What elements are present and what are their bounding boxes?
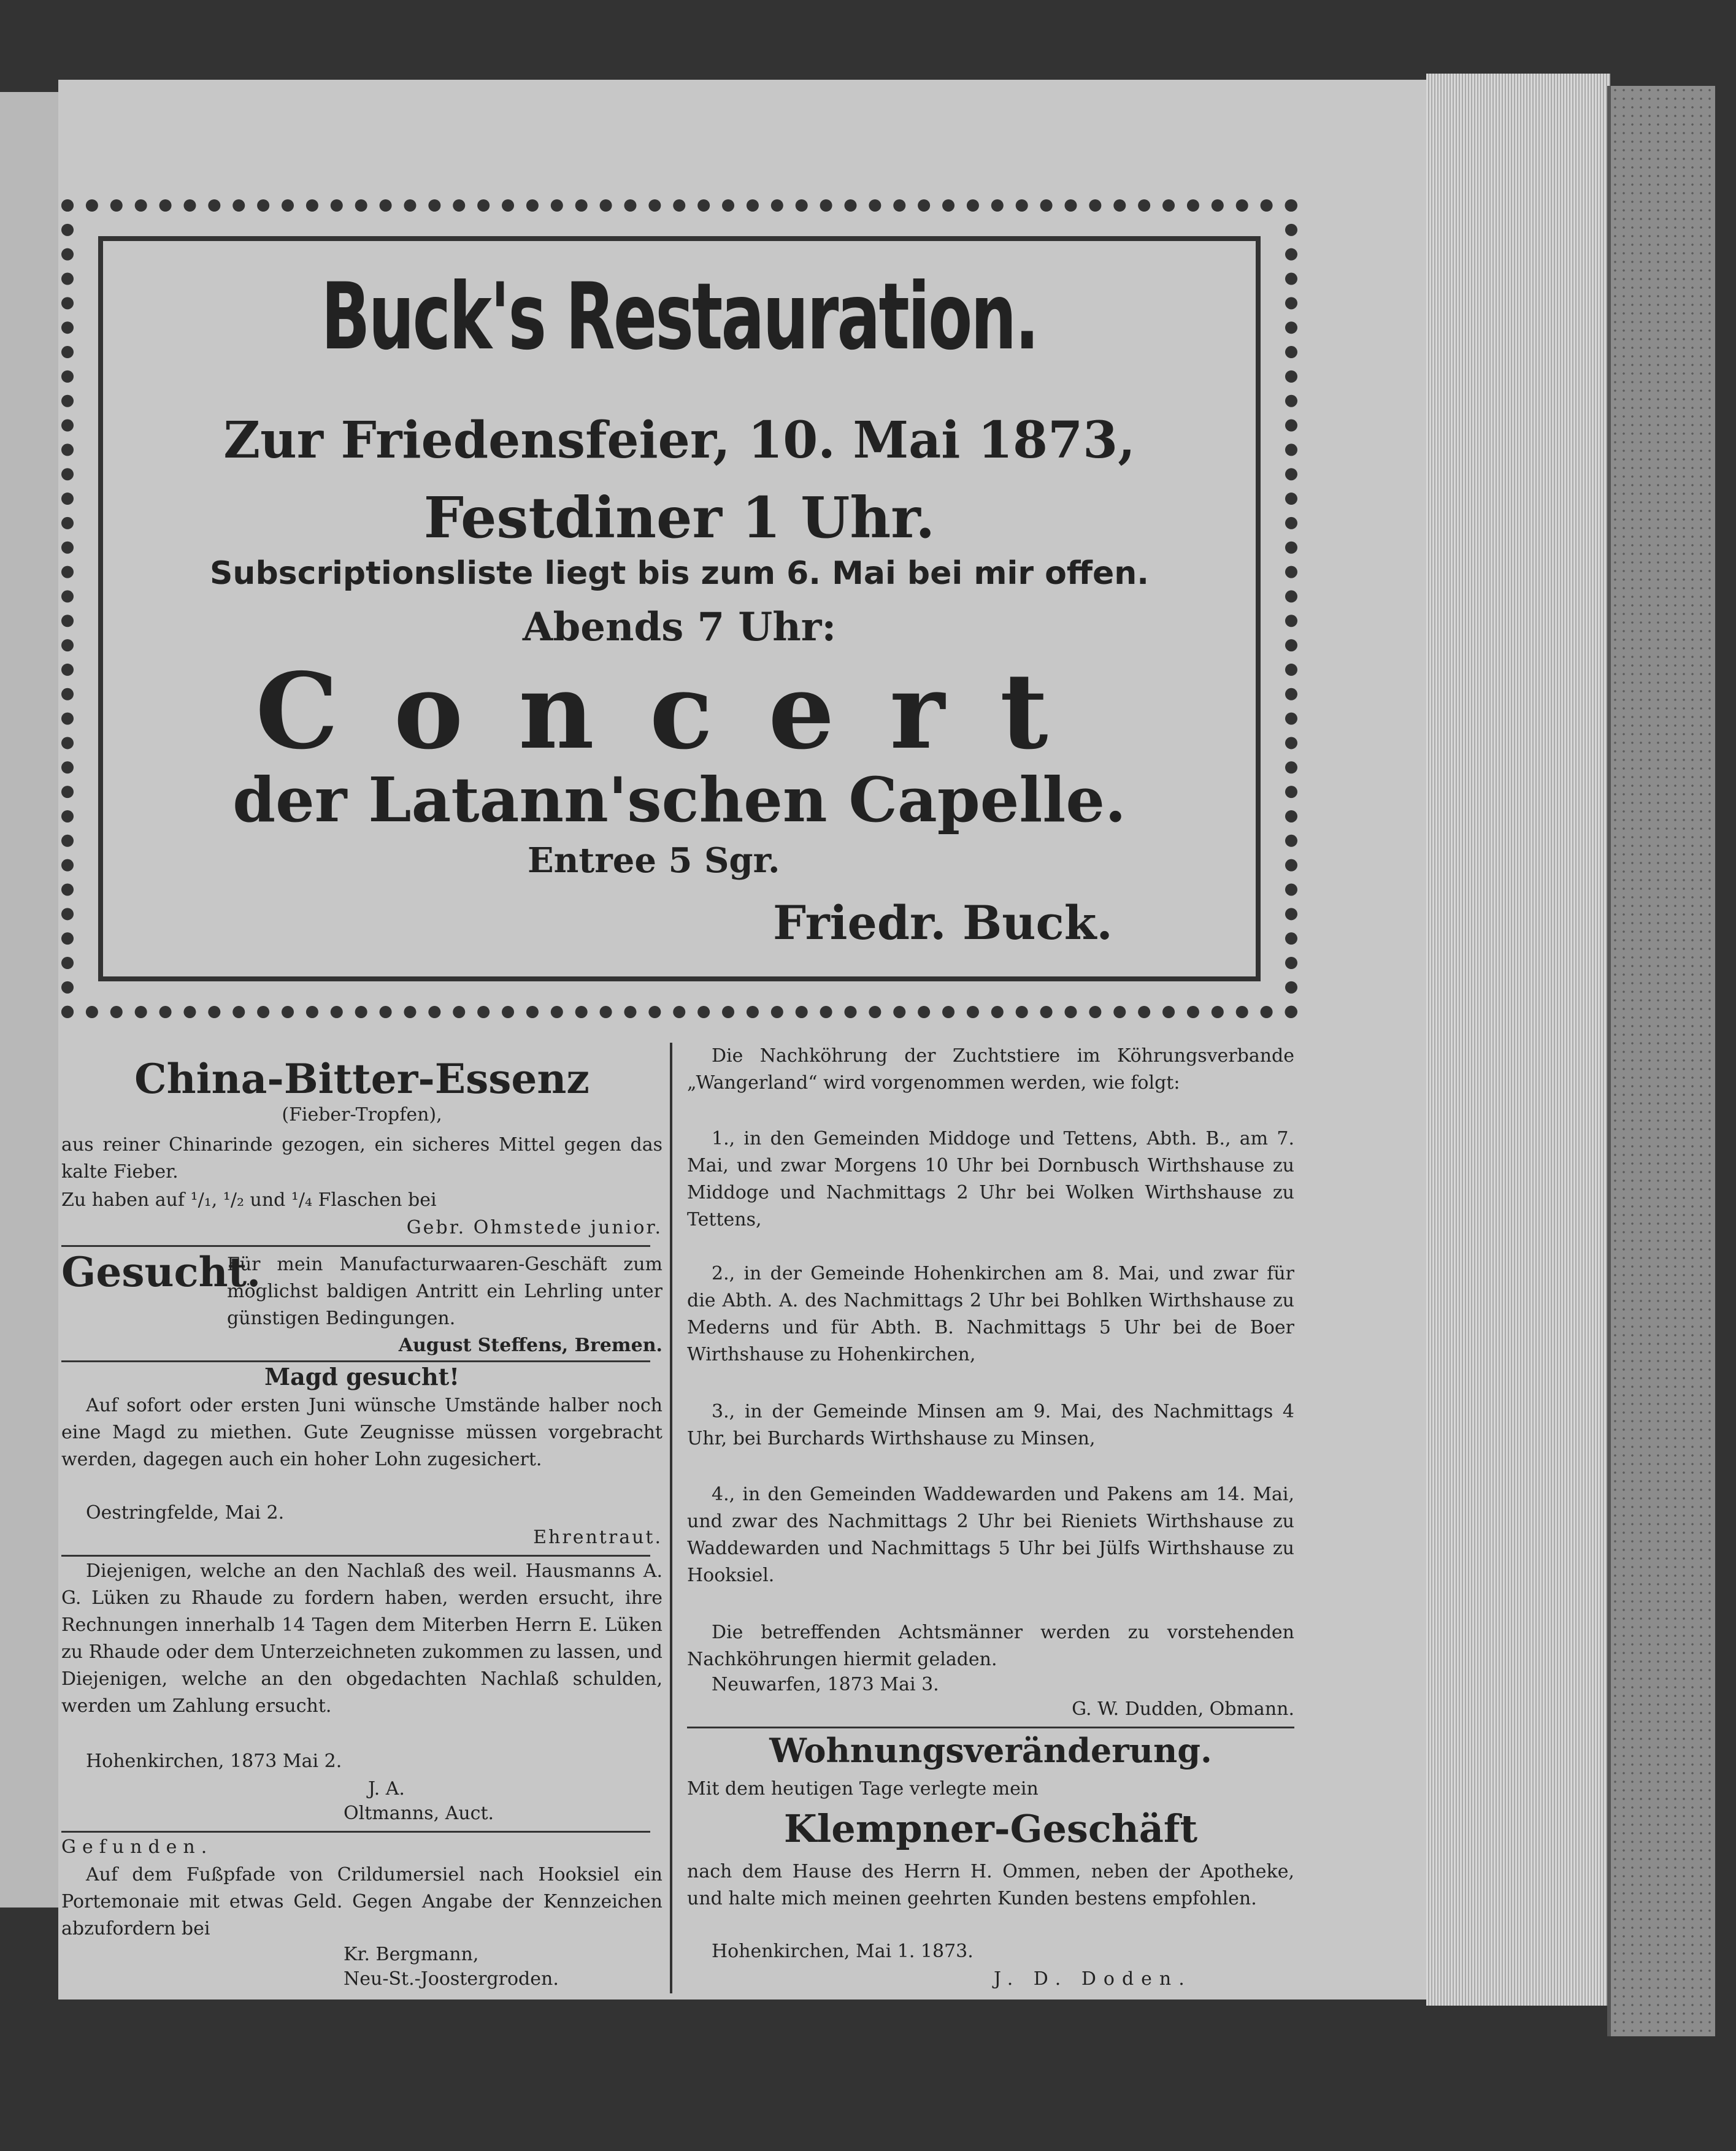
- wohnung-ad-line1: Mit dem heutigen Tage verlegte mein: [687, 1778, 1039, 1800]
- china-ad-availability: Zu haben auf ¹/₁, ¹/₂ und ¹/₄ Flaschen bei: [61, 1189, 437, 1211]
- magd-ad-title: Magd gesucht!: [264, 1363, 459, 1390]
- wohnung-ad-title: Wohnungsveränderung.: [769, 1731, 1212, 1770]
- nachlass-ad-place: Hohenkirchen, 1873 Mai 2.: [86, 1750, 342, 1772]
- capelle-line: der Latann'schen Capelle.: [232, 764, 1126, 836]
- gefunden-ad-sig2: Neu-St.-Joostergroden.: [344, 1968, 559, 1990]
- nachlass-ad-sig1: J. A.: [368, 1778, 405, 1800]
- gesucht-ad-body: Für mein Manufacturwaaren-Geschäft zum möglichst baldigen Antritt ein Lehrling unter günstigen Bedingungen.: [227, 1254, 663, 1329]
- china-ad-title: China-Bitter-Essenz: [134, 1055, 590, 1103]
- koehrung-ad-signature: G. W. Dudden, Obmann.: [1072, 1698, 1294, 1720]
- gesucht-ad-title: Gesucht.: [61, 1248, 261, 1296]
- china-ad-body: aus reiner Chinarinde gezogen, ein sicheres Mittel gegen das kalte Fieber.: [61, 1134, 663, 1183]
- nachlass-ad-sig2: Oltmanns, Auct.: [344, 1803, 494, 1824]
- restaurant-signature: Friedr. Buck.: [773, 895, 1113, 950]
- koehrung-item-3: 3., in der Gemeinde Minsen am 9. Mai, des Nachmittags 4 Uhr, bei Burchards Wirthshause zu Minsen,: [687, 1401, 1294, 1449]
- page-edges: [1426, 74, 1610, 2006]
- divider: [61, 1831, 650, 1833]
- wohnung-ad-body: nach dem Hause des Herrn H. Ommen, neben der Apotheke, und halte mich meinen geehrten Kunden bestens empfohlen.: [687, 1861, 1294, 1909]
- entree-line: Entree 5 Sgr.: [528, 840, 780, 881]
- evening-time-line: Abends 7 Uhr:: [522, 604, 837, 650]
- koehrung-ad-place: Neuwarfen, 1873 Mai 3.: [712, 1674, 939, 1695]
- book-cover: [1607, 86, 1715, 2036]
- gesucht-ad-signature: August Steffens, Bremen.: [398, 1335, 663, 1356]
- gefunden-ad-body: Auf dem Fußpfade von Crildumersiel nach Hooksiel ein Portemonaie mit etwas Geld. Gegen Angabe der Kennzeichen abzufordern bei: [61, 1864, 663, 1939]
- wohnung-ad-signature: J. D. Doden.: [994, 1968, 1192, 1990]
- divider: [687, 1727, 1294, 1728]
- wohnung-ad-business: Klempner-Geschäft: [783, 1806, 1198, 1851]
- restaurant-title: Buck's Restauration.: [321, 264, 1038, 370]
- peace-celebration-line: Zur Friedensfeier, 10. Mai 1873,: [223, 411, 1135, 470]
- subscription-line: Subscriptionsliste liegt bis zum 6. Mai bei mir offen.: [209, 555, 1149, 592]
- wohnung-ad-place: Hohenkirchen, Mai 1. 1873.: [712, 1941, 974, 1962]
- magd-ad-place: Oestringfelde, Mai 2.: [86, 1502, 285, 1524]
- koehrung-ad-intro: Die Nachköhrung der Zuchtstiere im Köhrungsverbande „Wangerland“ wird vorgenommen werden, wie folgt:: [687, 1045, 1294, 1094]
- nachlass-ad-body: Diejenigen, welche an den Nachlaß des weil. Hausmanns A. G. Lüken zu Rhaude zu fordern haben, werden ersucht, ihre Rechnungen innerhalb 14 Tagen dem Miterben Herrn E. Lüken zu Rhaude oder dem Unterzeichneten zukommen zu lassen, und Diejenigen, welche an den obgedachten Nachlaß schulden, werden um Zahlung ersucht.: [61, 1560, 663, 1717]
- china-ad-signature: Gebr. Ohmstede junior.: [406, 1217, 663, 1238]
- divider: [61, 1245, 650, 1247]
- china-ad-subtitle: (Fieber-Tropfen),: [282, 1104, 442, 1125]
- koehrung-ad-closing: Die betreffenden Achtsmänner werden zu vorstehenden Nachköhrungen hiermit geladen.: [687, 1622, 1294, 1670]
- magd-ad-signature: Ehrentraut.: [533, 1527, 663, 1548]
- divider: [61, 1555, 650, 1557]
- koehrung-item-4: 4., in den Gemeinden Waddewarden und Pakens am 14. Mai, und zwar des Nachmittags 2 Uhr bei Rieniets Wirthshause zu Waddewarden und Nachmittags 5 Uhr bei Jülfs Wirthshause zu Hooksiel.: [687, 1484, 1294, 1586]
- magd-ad-body: Auf sofort oder ersten Juni wünsche Umstände halber noch eine Magd zu miethen. Gute Zeugnisse müssen vorgebracht werden, dagegen auch ein hoher Lohn zugesichert.: [61, 1395, 663, 1470]
- gefunden-ad-sig1: Kr. Bergmann,: [344, 1944, 479, 1965]
- festdiner-line: Festdiner 1 Uhr.: [423, 485, 935, 551]
- concert-title: Concert: [255, 650, 1104, 773]
- gefunden-ad-title: Gefunden.: [61, 1836, 213, 1858]
- column-divider: [670, 1043, 672, 1993]
- koehrung-item-2: 2., in der Gemeinde Hohenkirchen am 8. Mai, und zwar für die Abth. A. des Nachmittags 2 Uhr bei Bohlken Wirthshause zu Mederns und für Abth. B. Nachmittags 5 Uhr bei de Boer Wirthshause zu Hohenkirchen,: [687, 1263, 1294, 1365]
- koehrung-item-1: 1., in den Gemeinden Middoge und Tettens, Abth. B., am 7. Mai, und zwar Morgens 10 Uhr bei Dornbusch Wirthshause zu Middoge und Nachmittags 2 Uhr bei Wolken Wirthshause zu Tettens,: [687, 1128, 1294, 1230]
- divider: [61, 1360, 650, 1362]
- left-page-edge: [0, 92, 62, 1908]
